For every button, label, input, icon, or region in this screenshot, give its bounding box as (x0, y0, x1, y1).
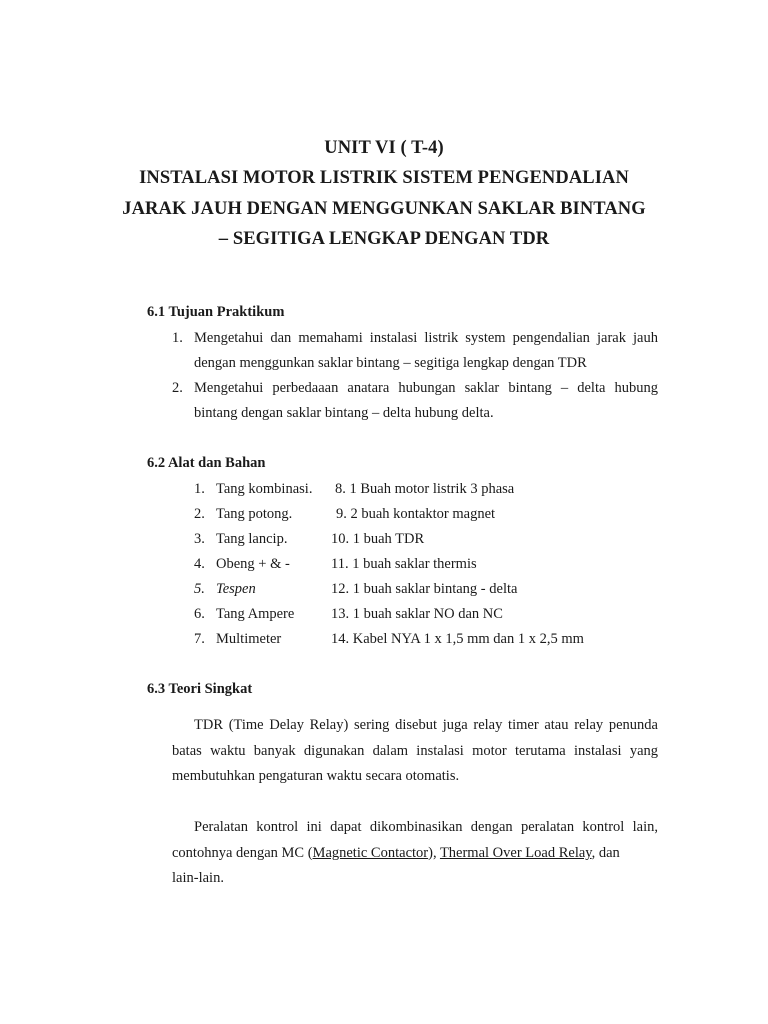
magnetic-contactor-term: Magnetic Contactor (312, 845, 429, 861)
tool-item: Tang lancip. (216, 531, 288, 547)
list-item-line: bintang dengan saklar bintang – delta hubung delta. (194, 405, 494, 421)
list-item-line: dengan menggunkan saklar bintang – segitiga lengkap dengan TDR (194, 355, 587, 371)
list-number: 7. (194, 631, 205, 647)
document-title-line-1: INSTALASI MOTOR LISTRIK SISTEM PENGENDALIAN (139, 168, 629, 188)
section-heading-alat: 6.2 Alat dan Bahan (147, 455, 266, 471)
list-number: 2. (194, 506, 205, 522)
list-item-line: Mengetahui perbedaaan anatara hubungan saklar bintang – delta hubung (194, 380, 658, 396)
list-number: 4. (194, 556, 205, 572)
tool-item: Tespen (216, 581, 256, 597)
material-item: 11. 1 buah saklar thermis (331, 556, 477, 572)
paragraph-line: Peralatan kontrol ini dapat dikombinasikan dengan peralatan kontrol lain, (194, 819, 658, 835)
list-number: 5. (194, 581, 205, 597)
unit-title: UNIT VI ( T-4) (324, 138, 444, 158)
material-item: 12. 1 buah saklar bintang - delta (331, 581, 518, 597)
list-number: 1. (172, 330, 183, 346)
text-segment: contohnya dengan MC ( (172, 845, 313, 861)
tool-item: Obeng + & - (216, 556, 290, 572)
text-segment: ), (428, 845, 440, 861)
material-item: 14. Kabel NYA 1 x 1,5 mm dan 1 x 2,5 mm (331, 631, 584, 647)
tool-item: Multimeter (216, 631, 282, 647)
section-heading-teori: 6.3 Teori Singkat (147, 681, 253, 697)
tool-item: Tang potong. (216, 506, 293, 522)
section-heading-tujuan: 6.1 Tujuan Praktikum (147, 304, 285, 320)
list-number: 6. (194, 606, 205, 622)
paragraph-line: lain-lain. (172, 870, 224, 886)
paragraph-line (172, 845, 620, 862)
thermal-overload-relay-term: Thermal Over Load Relay (439, 845, 592, 861)
list-number: 1. (194, 481, 205, 497)
tool-item: Tang kombinasi. (216, 481, 313, 497)
tool-item: Tang Ampere (216, 606, 295, 622)
document-title-line-3: – SEGITIGA LENGKAP DENGAN TDR (218, 229, 550, 249)
material-item: 9. 2 buah kontaktor magnet (336, 506, 496, 522)
list-item-line: Mengetahui dan memahami instalasi listrik system pengendalian jarak jauh (194, 330, 658, 346)
list-number: 2. (172, 380, 183, 396)
paragraph-line: membutuhkan pengaturan waktu secara otomatis. (172, 768, 460, 784)
document-title-line-2: JARAK JAUH DENGAN MENGGUNKAN SAKLAR BINTANG (122, 199, 646, 219)
material-item: 10. 1 buah TDR (331, 531, 425, 547)
paragraph-line: TDR (Time Delay Relay) sering disebut juga relay timer atau relay penunda (194, 717, 658, 733)
material-item: 13. 1 buah saklar NO dan NC (331, 606, 503, 622)
list-number: 3. (194, 531, 205, 547)
material-item: 8. 1 Buah motor listrik 3 phasa (335, 481, 515, 497)
text-segment: , dan (591, 845, 620, 861)
paragraph-line: batas waktu banyak digunakan dalam instalasi motor terutama instalasi yang (172, 743, 658, 759)
